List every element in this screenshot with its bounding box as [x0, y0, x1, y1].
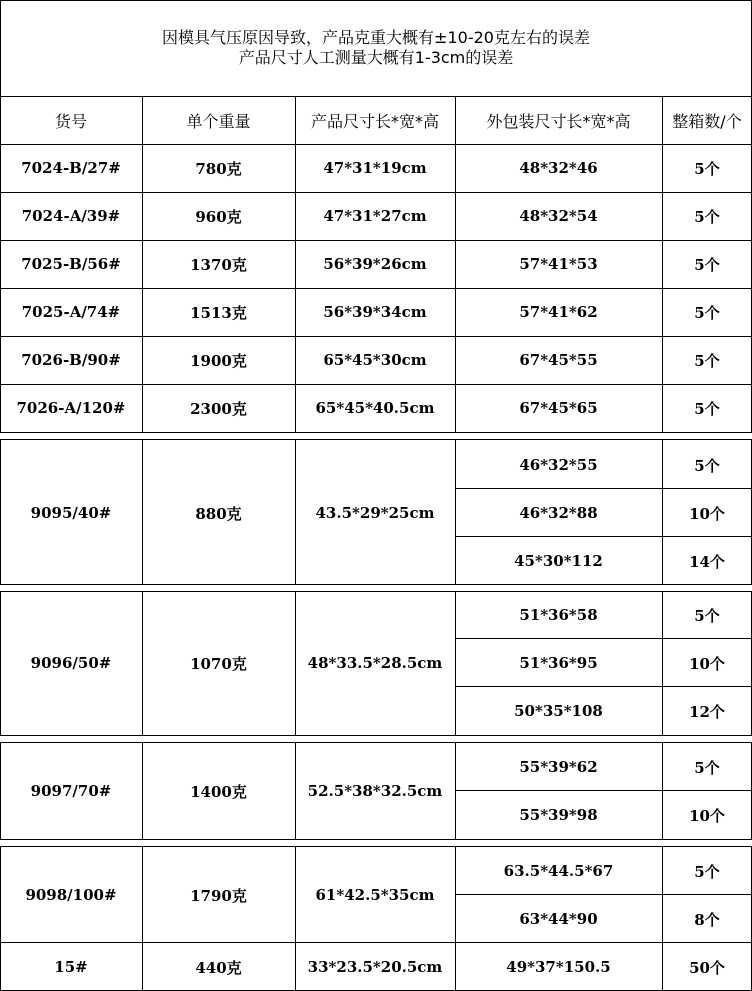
cell-package-size: 67*45*65 — [519, 399, 598, 417]
cell-package-size: 63*44*90 — [519, 910, 598, 928]
cell-item-no: 15# — [54, 958, 88, 976]
grid-line — [455, 536, 752, 537]
grid-line — [455, 894, 752, 895]
cell-weight: 960克 — [195, 207, 242, 226]
group-item-no: 9098/100# — [25, 886, 117, 904]
cell-weight: 1370克 — [190, 255, 247, 274]
cell-package-size: 51*36*95 — [519, 654, 598, 672]
tolerance-notice — [0, 0, 752, 96]
cell-item-no: 7025-A/74# — [21, 303, 121, 321]
group-weight: 880克 — [195, 504, 242, 523]
cell-carton-qty: 14个 — [689, 552, 725, 571]
cell-carton-qty: 5个 — [694, 303, 720, 322]
group-weight: 1400克 — [190, 782, 247, 801]
block-separator — [0, 735, 752, 743]
block-separator — [0, 839, 752, 847]
cell-carton-qty: 5个 — [694, 255, 720, 274]
grid-line — [455, 790, 752, 791]
grid-line — [0, 942, 752, 943]
cell-package-size: 51*36*58 — [519, 606, 598, 624]
group-product-size: 61*42.5*35cm — [315, 886, 435, 904]
group-item-no: 9097/70# — [30, 782, 112, 800]
group-product-size: 43.5*29*25cm — [315, 504, 435, 522]
group-weight: 1070克 — [190, 654, 247, 673]
cell-carton-qty: 5个 — [694, 758, 720, 777]
cell-package-size: 46*32*55 — [519, 456, 598, 474]
cell-package-size: 63.5*44.5*67 — [503, 862, 614, 880]
cell-product-size: 47*31*19cm — [323, 159, 427, 177]
cell-carton-qty: 5个 — [694, 862, 720, 881]
cell-carton-qty: 5个 — [694, 456, 720, 475]
header-package-size: 外包装尺寸长*宽*高 — [486, 111, 631, 131]
grid-line — [295, 96, 296, 991]
cell-carton-qty: 5个 — [694, 351, 720, 370]
grid-line — [0, 240, 752, 241]
cell-carton-qty: 50个 — [689, 958, 725, 977]
cell-package-size: 49*37*150.5 — [506, 958, 611, 976]
group-weight: 1790克 — [190, 886, 247, 905]
cell-package-size: 46*32*88 — [519, 504, 598, 522]
notice-line-weight: 因模具气压原因导致，产品克重大概有±10-20克左右的误差 — [162, 28, 590, 47]
header-unit-weight: 单个重量 — [186, 111, 251, 131]
cell-carton-qty: 8个 — [694, 910, 720, 929]
group-item-no: 9096/50# — [30, 654, 112, 672]
cell-item-no: 7025-B/56# — [21, 255, 121, 273]
cell-weight: 440克 — [195, 958, 242, 977]
grid-line — [0, 144, 752, 145]
cell-product-size: 65*45*40.5cm — [315, 399, 435, 417]
cell-package-size: 55*39*62 — [519, 758, 598, 776]
cell-weight: 1900克 — [190, 351, 247, 370]
notice-line-size: 产品尺寸人工测量大概有1-3cm的误差 — [238, 48, 514, 67]
cell-weight: 2300克 — [190, 399, 247, 418]
block-separator — [0, 584, 752, 592]
grid-line — [0, 96, 752, 97]
grid-line — [0, 384, 752, 385]
header-item-no: 货号 — [54, 111, 87, 131]
group-item-no: 9095/40# — [30, 504, 112, 522]
cell-item-no: 7026-A/120# — [16, 399, 126, 417]
group-product-size: 48*33.5*28.5cm — [307, 654, 443, 672]
cell-package-size: 48*32*46 — [519, 159, 598, 177]
cell-package-size: 55*39*98 — [519, 806, 598, 824]
cell-carton-qty: 5个 — [694, 159, 720, 178]
group-product-size: 52.5*38*32.5cm — [307, 782, 443, 800]
cell-package-size: 48*32*54 — [519, 207, 598, 225]
cell-carton-qty: 10个 — [689, 504, 725, 523]
grid-line — [455, 686, 752, 687]
cell-package-size: 45*30*112 — [514, 552, 603, 570]
cell-package-size: 57*41*53 — [519, 255, 598, 273]
grid-line — [455, 638, 752, 639]
header-carton-qty: 整箱数/个 — [672, 111, 742, 131]
cell-weight: 780克 — [195, 159, 242, 178]
grid-line — [0, 0, 752, 1]
cell-carton-qty: 10个 — [689, 654, 725, 673]
grid-line — [662, 96, 663, 991]
cell-package-size: 50*35*108 — [514, 702, 603, 720]
cell-package-size: 67*45*55 — [519, 351, 598, 369]
grid-line — [455, 96, 456, 991]
cell-carton-qty: 5个 — [694, 207, 720, 226]
grid-line — [455, 488, 752, 489]
cell-item-no: 7024-B/27# — [21, 159, 121, 177]
cell-package-size: 57*41*62 — [519, 303, 598, 321]
cell-product-size: 47*31*27cm — [323, 207, 427, 225]
cell-carton-qty: 5个 — [694, 399, 720, 418]
grid-line — [0, 192, 752, 193]
grid-line — [0, 288, 752, 289]
grid-line — [142, 96, 143, 991]
cell-product-size: 33*23.5*20.5cm — [307, 958, 443, 976]
cell-item-no: 7024-A/39# — [21, 207, 121, 225]
cell-product-size: 56*39*34cm — [323, 303, 427, 321]
cell-product-size: 56*39*26cm — [323, 255, 427, 273]
cell-carton-qty: 10个 — [689, 806, 725, 825]
cell-carton-qty: 12个 — [689, 702, 725, 721]
cell-item-no: 7026-B/90# — [21, 351, 121, 369]
cell-carton-qty: 5个 — [694, 606, 720, 625]
grid-line — [0, 336, 752, 337]
header-product-size: 产品尺寸长*宽*高 — [310, 111, 439, 131]
block-separator — [0, 432, 752, 440]
cell-weight: 1513克 — [190, 303, 247, 322]
cell-product-size: 65*45*30cm — [323, 351, 427, 369]
